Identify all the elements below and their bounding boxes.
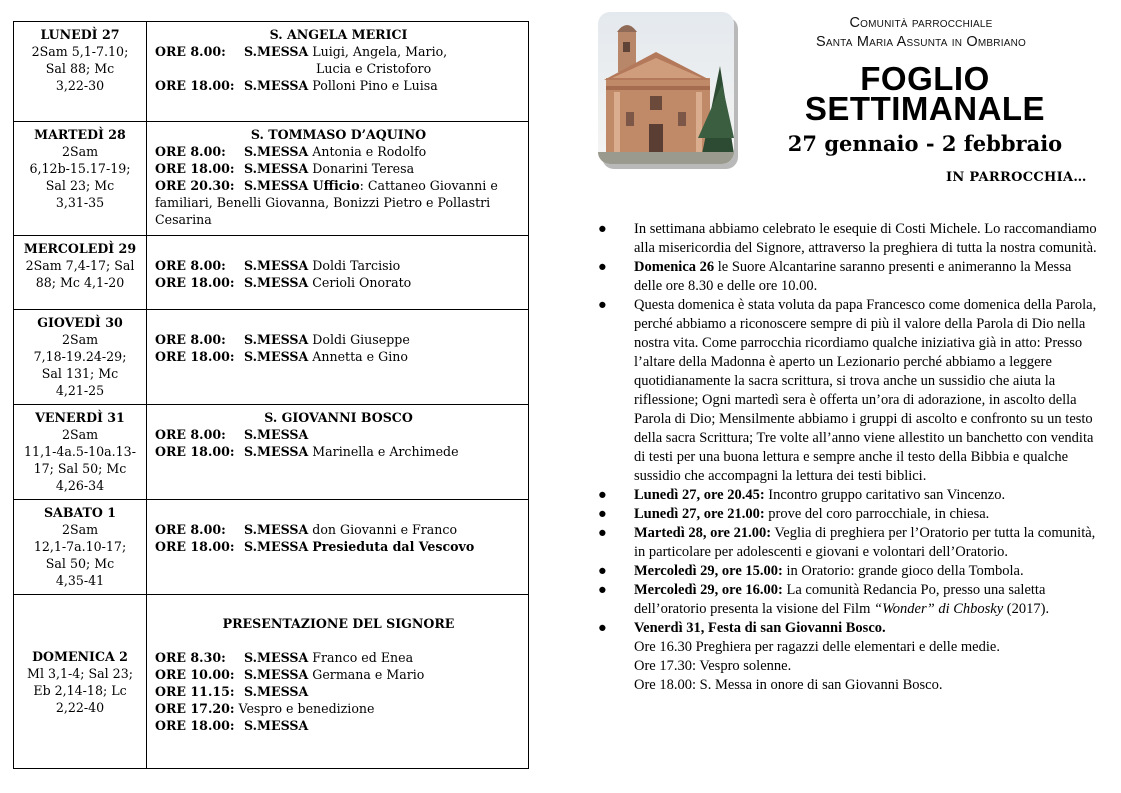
news-subline: Ore 18.00: S. Messa in onore di san Giovanni Bosco. — [634, 677, 943, 693]
mass-intention: don Giovanni e Franco — [312, 522, 458, 537]
mass-time-slot — [155, 683, 244, 700]
mass-time: ORE 11.15: — [155, 684, 235, 699]
news-item — [598, 258, 1098, 296]
saint-of-day: S. ANGELA MERICI — [269, 27, 408, 42]
mass-kind: S.MESSA — [244, 258, 309, 273]
mass-time: ORE 8.00: — [155, 427, 226, 442]
schedule-row — [14, 595, 529, 769]
day-name: VENERDÌ 31 — [35, 410, 125, 425]
saint-of-day: S. TOMMASO D’AQUINO — [250, 127, 427, 142]
bullet-icon: ● — [598, 506, 607, 522]
schedule-row — [14, 122, 529, 236]
readings-line: 7,18-19.24-29; — [33, 349, 127, 364]
news-item — [598, 581, 1098, 619]
readings-line: Sal 23; Mc — [45, 178, 115, 193]
mass-intention: Presieduta dal Vescovo — [312, 539, 475, 554]
saint-spacer — [155, 314, 522, 331]
news-highlight: Domenica 26 — [634, 259, 715, 275]
masses-cell — [147, 595, 529, 769]
mass-intention: Doldi Tarcisio — [312, 258, 401, 273]
mass-time-slot — [155, 666, 244, 683]
mass-intention: Marinella e Archimede — [312, 444, 459, 459]
readings-line: Sal 88; Mc — [45, 61, 115, 76]
news-item — [598, 296, 1098, 486]
mass-time: ORE 8.00: — [155, 258, 226, 273]
bullet-icon: ● — [598, 487, 607, 503]
schedule-row — [14, 22, 529, 122]
news-item — [598, 505, 1098, 524]
sheet-title-line-1: FOGLIO — [860, 60, 990, 97]
mass-line — [155, 700, 522, 717]
bullet-icon: ● — [598, 582, 607, 598]
readings-line: 2Sam — [61, 144, 99, 159]
saint-spacer — [155, 240, 522, 257]
bullet-icon: ● — [598, 221, 607, 237]
mass-time-slot — [155, 538, 244, 555]
readings-line: 3,31-35 — [55, 195, 105, 210]
mass-line — [155, 143, 522, 160]
mass-intention: Polloni Pino e Luisa — [312, 78, 438, 93]
mass-intention: : Cattaneo Giovanni e familiari, Benelli Giovanna, Bonizzi Pietro e Pollastri Cesarina — [155, 178, 498, 227]
bullet-icon: ● — [598, 620, 607, 636]
news-subline: Ore 16.30 Preghiera per ragazzi delle elementari e delle medie. — [634, 639, 1000, 655]
news-highlight: Venerdì 31, Festa di san Giovanni Bosco. — [634, 620, 886, 636]
mass-kind: S.MESSA — [244, 539, 309, 554]
mass-line — [155, 257, 522, 274]
mass-time: ORE 18.00: — [155, 161, 235, 176]
mass-line — [155, 538, 522, 555]
news-item — [598, 619, 1098, 695]
readings-line: Eb 2,14-18; Lc — [33, 683, 127, 698]
mass-line — [155, 43, 522, 60]
masses-cell — [147, 122, 529, 236]
mass-kind: S.MESSA — [244, 44, 309, 59]
mass-kind: S.MESSA — [244, 349, 309, 364]
mass-intention: Cerioli Onorato — [312, 275, 412, 290]
mass-time: ORE 10.00: — [155, 667, 235, 682]
mass-time: ORE 18.00: — [155, 78, 235, 93]
sheet-title — [780, 60, 1070, 127]
mass-time: ORE 8.00: — [155, 144, 226, 159]
mass-line — [155, 177, 522, 228]
mass-line — [155, 521, 522, 538]
mass-line — [155, 683, 522, 700]
schedule-row — [14, 500, 529, 595]
masses-cell — [147, 22, 529, 122]
community-name — [752, 14, 1090, 52]
mass-time: ORE 18.00: — [155, 275, 235, 290]
readings-line: 88; Mc 4,1-20 — [35, 275, 125, 290]
readings-line: 2Sam — [61, 332, 99, 347]
day-name: MERCOLEDÌ 29 — [23, 241, 137, 256]
readings-line: 2Sam — [61, 427, 99, 442]
readings-line: 12,1-7a.10-17; — [33, 539, 127, 554]
bullet-icon: ● — [598, 525, 607, 541]
church-photo — [598, 12, 734, 164]
saint-spacer — [155, 504, 522, 521]
mass-kind: S.MESSA — [244, 667, 309, 682]
schedule-row — [14, 405, 529, 500]
news-text: La comunità Redancia Po, presso una saletta dell’oratorio presenta la visione del Film — [634, 582, 1046, 617]
mass-kind: S.MESSA — [244, 332, 309, 347]
mass-time: ORE 18.00: — [155, 444, 235, 459]
mass-time-slot — [155, 426, 244, 443]
day-cell — [14, 310, 147, 405]
day-name: MARTEDÌ 28 — [34, 127, 126, 142]
community-line-2: Santa Maria Assunta in Ombriano — [816, 34, 1026, 50]
news-item — [598, 562, 1098, 581]
mass-intention-continued: Lucia e Cristoforo — [316, 61, 432, 76]
news-text: le Suore Alcantarine saranno presenti e animeranno la Messa delle ore 8.30 e delle ore 10.00. — [634, 259, 1072, 294]
readings-line: 2,22-40 — [55, 700, 105, 715]
mass-line — [155, 443, 522, 460]
mass-time-slot — [155, 443, 244, 460]
masses-cell — [147, 310, 529, 405]
masses-cell — [147, 500, 529, 595]
day-name: GIOVEDÌ 30 — [37, 315, 123, 330]
readings-line: Ml 3,1-4; Sal 23; — [27, 666, 133, 681]
mass-kind: S.MESSA — [244, 522, 309, 537]
mass-time-slot — [155, 717, 244, 734]
mass-time: ORE 18.00: — [155, 349, 235, 364]
mass-time: ORE 8.00: — [155, 44, 226, 59]
readings-line: 11,1-4a.5-10a.13- — [24, 444, 136, 459]
mass-kind: S.MESSA Ufficio — [244, 178, 360, 193]
news-text: prove del coro parrocchiale, in chiesa. — [764, 506, 990, 522]
news-item — [598, 524, 1098, 562]
news-highlight: Mercoledì 29, ore 16.00: — [634, 582, 783, 598]
mass-line — [155, 160, 522, 177]
mass-time-slot — [155, 177, 244, 194]
mass-intention: Donarini Teresa — [312, 161, 415, 176]
mass-line — [155, 331, 522, 348]
mass-intention: Vespro e benedizione — [238, 701, 375, 716]
mass-kind: S.MESSA — [244, 718, 309, 733]
day-name: SABATO 1 — [43, 505, 117, 520]
mass-time-slot — [155, 257, 244, 274]
news-text: Questa domenica è stata voluta da papa Francesco come domenica della Parola, perché abbiamo a riconoscere sempre di più il valore della Parola di Dio nella nostra vita. Come parrocchia ricordiamo qualche iniziativa già in atto: Presso l’altare della Madonna è aperto un Lezionario perché abbiamo a leggere quotidianamente la sacra scrittura, si trova anche un sussidio che aiuta la riflessione; Ogni martedì sera è offerta un’ora di adorazione, in ascolto della Parola di Dio; Mensilmente abbiamo i gruppi di ascolto e confronto su un testo della sacra Scrittura; Tre volte all’anno viene allestito un banchetto con vendita di testi per una buona lettura e sempre anche il testo della Bibbia e qualche sussidio che accompagni la lettura dei testi biblici. — [634, 297, 1097, 484]
mass-time-slot — [155, 348, 244, 365]
readings-line: Sal 50; Mc — [45, 556, 115, 571]
news-text: In settimana abbiamo celebrato le esequie di Costi Michele. Lo raccomandiamo alla misericordia del Signore, attraverso la preghiera di tutta la nostra comunità. — [634, 221, 1097, 256]
readings-line: 3,22-30 — [55, 78, 105, 93]
day-cell — [14, 22, 147, 122]
bullet-icon: ● — [598, 297, 607, 313]
mass-time: ORE 18.00: — [155, 718, 235, 733]
news-text-tail: (2017). — [1003, 601, 1050, 617]
readings-line: 17; Sal 50; Mc — [33, 461, 127, 476]
community-line-1: Comunità parrocchiale — [849, 15, 993, 31]
bullet-icon: ● — [598, 563, 607, 579]
mass-time: ORE 20.30: — [155, 178, 235, 193]
mass-time: ORE 8.30: — [155, 650, 226, 665]
news-item — [598, 220, 1098, 258]
news-highlight: Lunedì 27, ore 20.45: — [634, 487, 765, 503]
day-cell — [14, 236, 147, 310]
news-text: in Oratorio: grande gioco della Tombola. — [782, 563, 1024, 579]
mass-intention: Luigi, Angela, Mario, — [312, 44, 448, 59]
news-text: Incontro gruppo caritativo san Vincenzo. — [764, 487, 1006, 503]
mass-time-slot — [155, 160, 244, 177]
saint-of-day: PRESENTAZIONE DEL SIGNORE — [222, 616, 455, 631]
mass-line — [155, 717, 522, 734]
mass-time-slot — [155, 77, 244, 94]
mass-time: ORE 8.00: — [155, 332, 226, 347]
mass-kind: S.MESSA — [244, 144, 309, 159]
day-name: DOMENICA 2 — [32, 649, 128, 664]
mass-kind: S.MESSA — [244, 78, 309, 93]
mass-intention: Germana e Mario — [312, 667, 425, 682]
parish-news-list — [598, 220, 1098, 695]
mass-time: ORE 8.00: — [155, 522, 226, 537]
section-label: IN PARROCCHIA… — [946, 170, 1087, 185]
day-cell — [14, 500, 147, 595]
mass-line — [155, 666, 522, 683]
mass-line — [155, 426, 522, 443]
mass-kind: S.MESSA — [244, 684, 309, 699]
mass-kind: S.MESSA — [244, 161, 309, 176]
readings-line: 2Sam 5,1-7.10; — [31, 44, 129, 59]
day-cell — [14, 122, 147, 236]
day-name: LUNEDÌ 27 — [40, 27, 120, 42]
news-subline: Ore 17.30: Vespro solenne. — [634, 658, 792, 674]
mass-kind: S.MESSA — [244, 275, 309, 290]
mass-schedule-table — [13, 21, 529, 769]
news-highlight: Lunedì 27, ore 21.00: — [634, 506, 765, 522]
day-cell — [14, 405, 147, 500]
mass-time-slot — [155, 331, 244, 348]
readings-line: 6,12b-15.17-19; — [29, 161, 131, 176]
date-range: 27 gennaio - 2 febbraio — [787, 131, 1063, 156]
film-title: “Wonder” di Chbosky — [874, 601, 1004, 617]
mass-kind: S.MESSA — [244, 427, 309, 442]
bullet-icon: ● — [598, 259, 607, 275]
mass-kind: S.MESSA — [244, 650, 309, 665]
mass-kind: S.MESSA — [244, 444, 309, 459]
mass-intention: Franco ed Enea — [312, 650, 414, 665]
mass-time: ORE 18.00: — [155, 539, 235, 554]
news-highlight: Mercoledì 29, ore 15.00: — [634, 563, 783, 579]
news-item — [598, 486, 1098, 505]
schedule-row — [14, 236, 529, 310]
mass-time-slot — [155, 43, 244, 60]
mass-line — [155, 649, 522, 666]
saint-of-day: S. GIOVANNI BOSCO — [264, 410, 413, 425]
day-cell — [14, 595, 147, 769]
readings-line: 4,21-25 — [55, 383, 105, 398]
mass-intention: Doldi Giuseppe — [312, 332, 410, 347]
readings-line: Sal 131; Mc — [41, 366, 119, 381]
readings-line: 2Sam — [61, 522, 99, 537]
mass-line — [155, 274, 522, 291]
readings-line: 4,35-41 — [55, 573, 105, 588]
mass-time-slot — [155, 649, 244, 666]
schedule-row — [14, 310, 529, 405]
masses-cell — [147, 405, 529, 500]
readings-line: 4,26-34 — [55, 478, 105, 493]
mass-time: ORE 17.20: — [155, 701, 235, 716]
mass-time-slot — [155, 143, 244, 160]
mass-time-slot — [155, 521, 244, 538]
mass-intention: Antonia e Rodolfo — [312, 144, 427, 159]
readings-line: 2Sam 7,4-17; Sal — [25, 258, 135, 273]
masses-cell — [147, 236, 529, 310]
mass-line — [155, 348, 522, 365]
news-text: Veglia di preghiera per l’Oratorio per tutta la comunità, in particolare per adolescenti e giovani e volontari dell’Oratorio. — [634, 525, 1096, 560]
sheet-title-line-2: SETTIMANALE — [804, 90, 1046, 127]
mass-intention: Annetta e Gino — [312, 349, 408, 364]
mass-time-slot — [155, 274, 244, 291]
news-highlight: Martedì 28, ore 21.00: — [634, 525, 772, 541]
mass-line — [155, 77, 522, 94]
